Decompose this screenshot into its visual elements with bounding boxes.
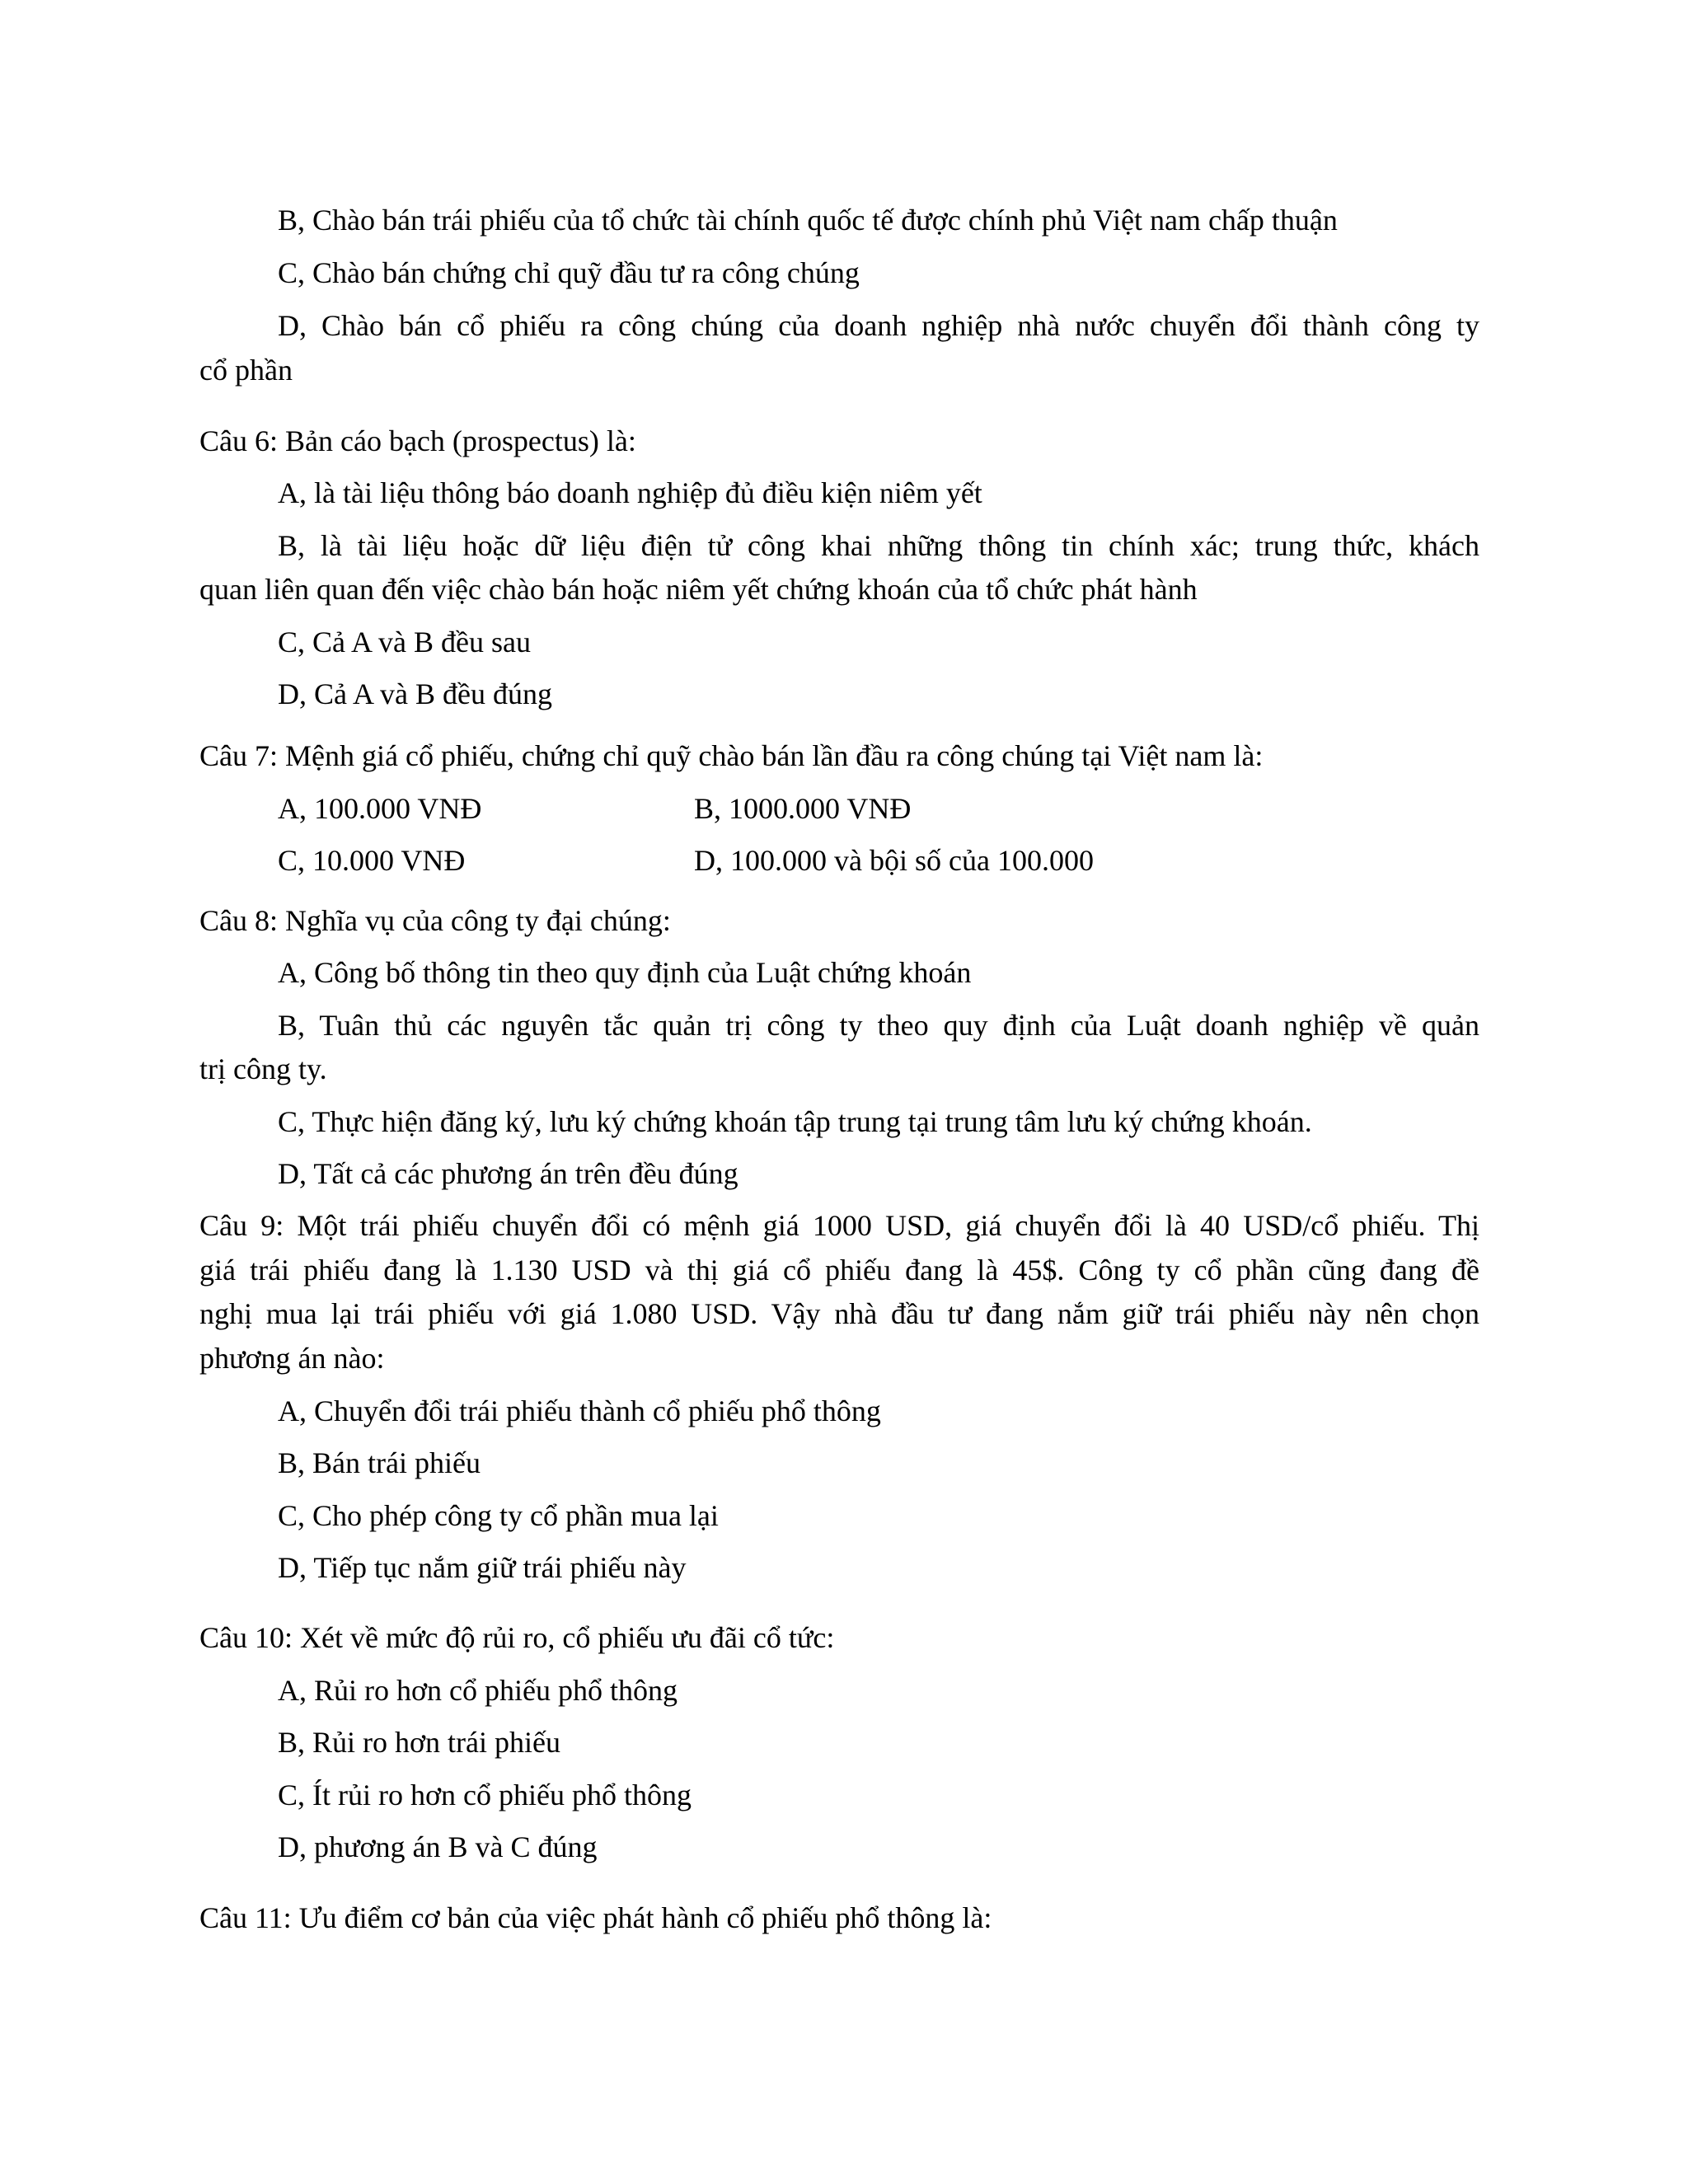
q10-option-a: A, Rủi ro hơn cổ phiếu phổ thông <box>278 1674 678 1707</box>
q5-option-d-line1: D, Chào bán cổ phiếu ra công chúng của doanh nghiệp nhà nước chuyển đổi thành công ty <box>278 309 1479 342</box>
q9-question-line4: phương án nào: <box>199 1342 385 1375</box>
q9-option-b: B, Bán trái phiếu <box>278 1446 481 1479</box>
q8-option-c: C, Thực hiện đăng ký, lưu ký chứng khoán tập trung tại trung tâm lưu ký chứng khoán. <box>278 1105 1312 1138</box>
q8-question: Câu 8: Nghĩa vụ của công ty đại chúng: <box>199 904 671 937</box>
q8-option-d: D, Tất cả các phương án trên đều đúng <box>278 1157 738 1190</box>
q9-option-d: D, Tiếp tục nắm giữ trái phiếu này <box>278 1551 687 1584</box>
q11-question: Câu 11: Ưu điểm cơ bản của việc phát hành cổ phiếu phổ thông là: <box>199 1901 992 1934</box>
q5-option-d-line2: cổ phần <box>199 354 293 387</box>
q7-option-d: D, 100.000 và bội số của 100.000 <box>694 844 1094 877</box>
q9-option-c: C, Cho phép công ty cổ phần mua lại <box>278 1499 719 1532</box>
q6-option-b-line1: B, là tài liệu hoặc dữ liệu điện tử công khai những thông tin chính xác; trung thức, khách <box>278 529 1479 562</box>
q7-question: Câu 7: Mệnh giá cổ phiếu, chứng chỉ quỹ chào bán lần đầu ra công chúng tại Việt nam là: <box>199 739 1264 772</box>
q6-option-c: C, Cả A và B đều sau <box>278 626 531 658</box>
q6-option-b-line2: quan liên quan đến việc chào bán hoặc niêm yết chứng khoán của tổ chức phát hành <box>199 573 1198 606</box>
q8-option-b-line2: trị công ty. <box>199 1052 327 1085</box>
q6-question: Câu 6: Bản cáo bạch (prospectus) là: <box>199 424 636 457</box>
q10-option-d: D, phương án B và C đúng <box>278 1830 598 1863</box>
q5-option-b: B, Chào bán trái phiếu của tổ chức tài chính quốc tế được chính phủ Việt nam chấp thuận <box>278 204 1338 237</box>
q8-option-a: A, Công bố thông tin theo quy định của Luật chứng khoán <box>278 956 972 989</box>
q10-question: Câu 10: Xét về mức độ rủi ro, cổ phiếu ưu đãi cổ tức: <box>199 1621 835 1654</box>
q7-option-b: B, 1000.000 VNĐ <box>694 792 912 825</box>
q9-question-line3: nghị mua lại trái phiếu với giá 1.080 USD. Vậy nhà đầu tư đang nắm giữ trái phiếu này nên chọn <box>199 1297 1479 1330</box>
q9-option-a: A, Chuyển đổi trái phiếu thành cổ phiếu phổ thông <box>278 1394 881 1427</box>
q10-option-b: B, Rủi ro hơn trái phiếu <box>278 1726 561 1759</box>
q9-question-line2: giá trái phiếu đang là 1.130 USD và thị giá cổ phiếu đang là 45$. Công ty cổ phần cũng đang đề <box>199 1254 1479 1286</box>
q6-option-d: D, Cả A và B đều đúng <box>278 677 552 710</box>
q7-option-c: C, 10.000 VNĐ <box>278 844 466 877</box>
q9-question-line1: Câu 9: Một trái phiếu chuyển đổi có mệnh giá 1000 USD, giá chuyển đổi là 40 USD/cổ phiếu. Thị <box>199 1209 1479 1242</box>
q5-option-c: C, Chào bán chứng chỉ quỹ đầu tư ra công chúng <box>278 256 860 289</box>
q7-option-a: A, 100.000 VNĐ <box>278 792 482 825</box>
q8-option-b-line1: B, Tuân thủ các nguyên tắc quản trị công ty theo quy định của Luật doanh nghiệp về quản <box>278 1009 1479 1042</box>
q10-option-c: C, Ít rủi ro hơn cổ phiếu phổ thông <box>278 1779 692 1811</box>
q6-option-a: A, là tài liệu thông báo doanh nghiệp đủ điều kiện niêm yết <box>278 476 982 509</box>
